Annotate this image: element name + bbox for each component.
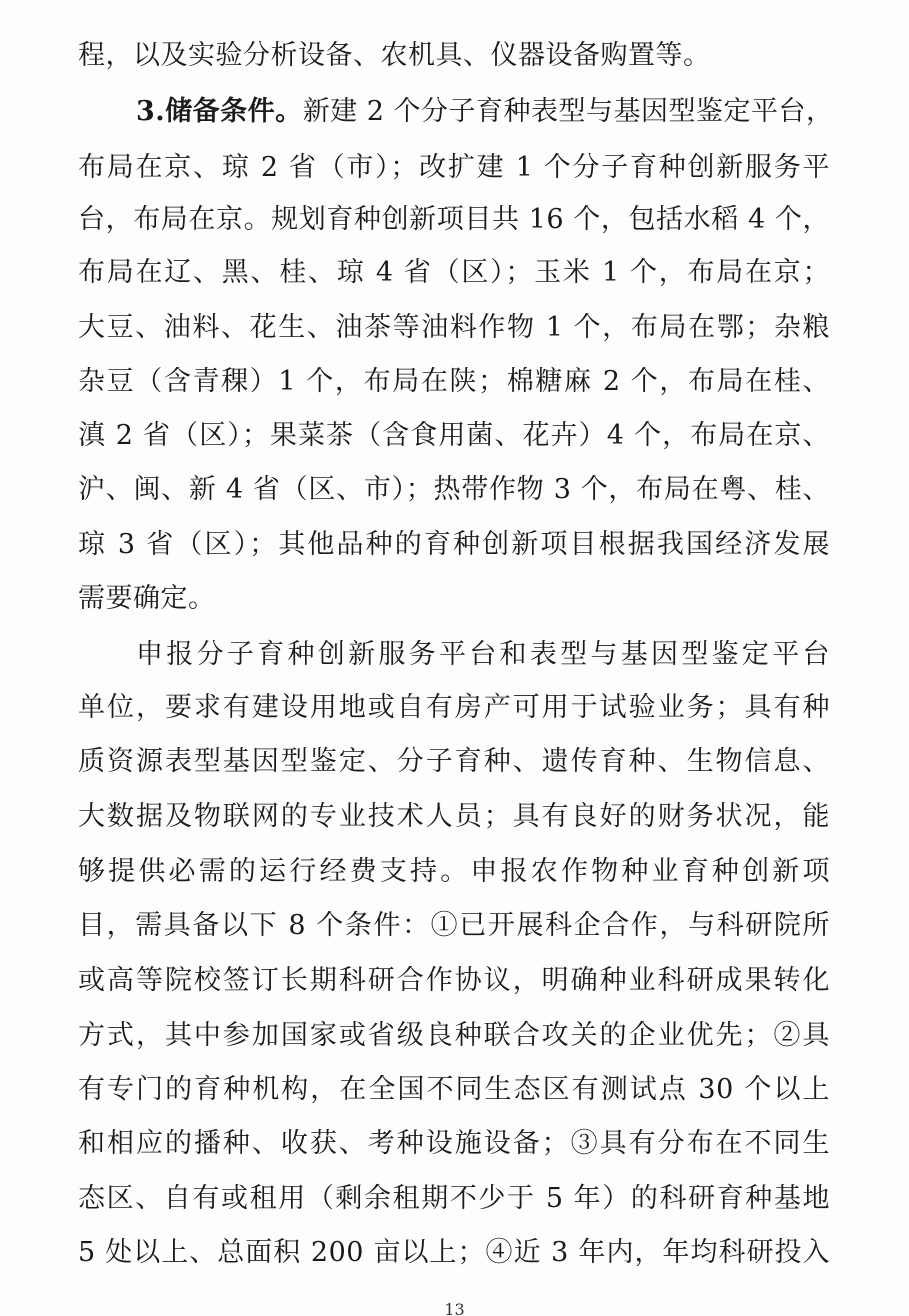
text-line: 杂豆（含青稞）1 个，布局在陕；棉糖麻 2 个，布局在桂、 — [78, 366, 830, 397]
page-number: 13 — [444, 1300, 465, 1316]
text-line: 有专门的育种机构，在全国不同生态区有测试点 30 个以上 — [78, 1074, 830, 1105]
text-line: 布局在辽、黑、桂、琼 4 省（区）；玉米 1 个，布局在京； — [78, 257, 830, 288]
text-line: 态区、自有或租用（剩余租期不少于 5 年）的科研育种基地 — [78, 1183, 830, 1214]
text-line: 目，需具备以下 8 个条件：①已开展科企合作，与科研院所 — [78, 910, 830, 941]
text-line: 够提供必需的运行经费支持。申报农作物种业育种创新项 — [78, 856, 830, 887]
text-line: 大数据及物联网的专业技术人员；具有良好的财务状况，能 — [78, 801, 830, 832]
text-line: 布局在京、琼 2 省（市）；改扩建 1 个分子育种创新服务平 — [78, 152, 830, 183]
text-line: 台，布局在京。规划育种创新项目共 16 个，包括水稻 4 个， — [78, 204, 830, 235]
text-line: 滇 2 省（区）；果菜茶（含食用菌、花卉）4 个，布局在京、 — [78, 420, 830, 451]
text-line: 5 处以上、总面积 200 亩以上；④近 3 年内，年均科研投入 — [78, 1237, 830, 1268]
text-line: 沪、闽、新 4 省（区、市）；热带作物 3 个，布局在粤、桂、 — [78, 474, 830, 505]
text-line: 单位，要求有建设用地或自有房产可用于试验业务；具有种 — [78, 692, 830, 723]
text-line: 和相应的播种、收获、考种设施设备；③具有分布在不同生 — [78, 1128, 830, 1159]
text-line — [136, 84, 834, 140]
text-line: 琼 3 省（区）；其他品种的育种创新项目根据我国经济发展 — [78, 529, 830, 560]
text-line-content: 新建 2 个分子育种表型与基因型鉴定平台， — [302, 96, 834, 127]
text-line: 申报分子育种创新服务平台和表型与基因型鉴定平台 — [136, 639, 830, 670]
text-line: 或高等院校签订长期科研合作协议，明确种业科研成果转化 — [78, 965, 830, 996]
text-line: 大豆、油料、花生、油茶等油料作物 1 个，布局在鄂；杂粮 — [78, 312, 830, 343]
section-heading: 3.储备条件。 — [136, 96, 303, 127]
text-line: 方式，其中参加国家或省级良种联合攻关的企业优先；②具 — [78, 1020, 830, 1051]
text-line: 程，以及实验分析设备、农机具、仪器设备购置等。 — [78, 40, 711, 71]
text-line: 质资源表型基因型鉴定、分子育种、遗传育种、生物信息、 — [78, 746, 830, 777]
text-line: 需要确定。 — [78, 583, 216, 614]
